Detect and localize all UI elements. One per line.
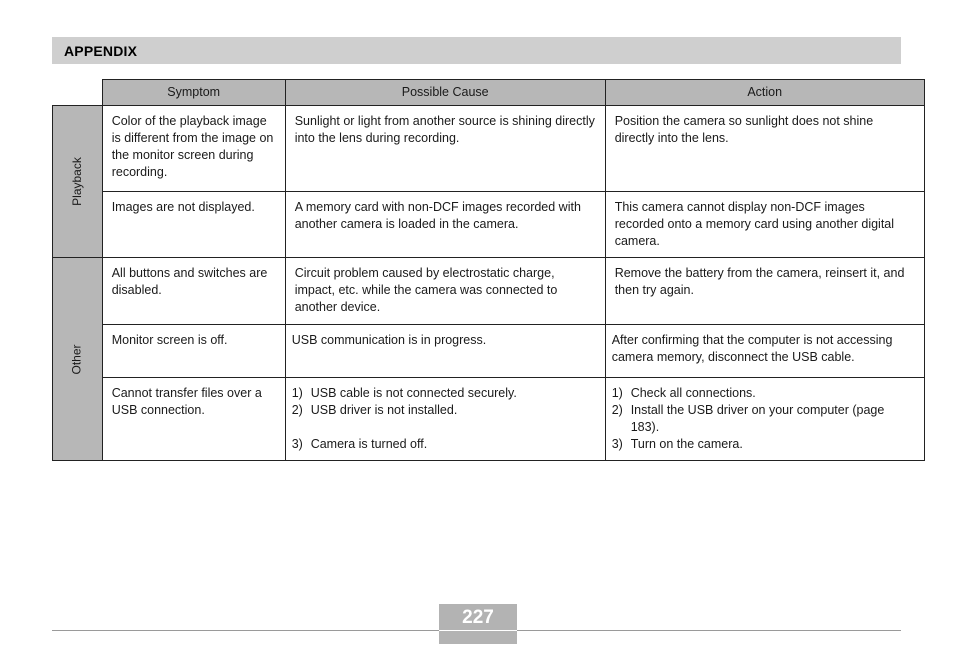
action-cell: This camera cannot display non-DCF images recorded onto a memory card using another digital camera. [614, 200, 895, 248]
table-row [53, 325, 925, 378]
table-row [53, 378, 925, 461]
section-label-playback [53, 106, 103, 258]
table-corner [53, 80, 103, 106]
page-number-divider [439, 630, 517, 631]
page-number: 227 [462, 607, 494, 628]
section-header-bar [52, 37, 901, 64]
list-item: 2) USB driver is not installed. [291, 403, 458, 417]
action-cell: Position the camera so sunlight does not shine directly into the lens. [614, 114, 874, 145]
cause-cell: Circuit problem caused by electrostatic charge, impact, etc. while the camera was connected to another device. [294, 266, 558, 314]
section-label-text: Playback [69, 157, 84, 206]
column-header-action: Action [605, 80, 924, 106]
list-item: 1) Check all connections. [611, 386, 756, 400]
action-cell [606, 378, 924, 460]
troubleshooting-table [52, 79, 925, 461]
list-item: 2) Install the USB driver on your computer (page 183). [611, 403, 885, 434]
list-item: 3) Camera is turned off. [291, 437, 428, 451]
symptom-cell: Images are not displayed. [111, 200, 255, 214]
action-cell: After confirming that the computer is not accessing camera memory, disconnect the USB cable. [611, 333, 893, 364]
column-header-possible-cause: Possible Cause [285, 80, 605, 106]
list-spacer [292, 419, 597, 436]
cause-list [292, 385, 597, 453]
table-row [53, 192, 925, 258]
cause-cell [286, 378, 605, 460]
table-row [53, 106, 925, 192]
column-header-symptom: Symptom [102, 80, 285, 106]
cause-cell: A memory card with non-DCF images recorded with another camera is loaded in the camera. [294, 200, 581, 231]
section-title: APPENDIX [64, 43, 138, 59]
symptom-cell: Cannot transfer files over a USB connection. [111, 386, 262, 417]
symptom-cell: Monitor screen is off. [111, 333, 228, 347]
page-number-badge [439, 604, 517, 644]
list-item: 3) Turn on the camera. [611, 437, 743, 451]
action-cell: Remove the battery from the camera, reinsert it, and then try again. [614, 266, 905, 297]
section-label-text: Other [69, 343, 84, 375]
section-label-other [53, 258, 103, 461]
action-list [612, 385, 916, 453]
cause-cell: Sunlight or light from another source is shining directly into the lens during recording. [294, 114, 595, 145]
cause-cell: USB communication is in progress. [291, 333, 487, 347]
table-row [53, 258, 925, 325]
table-header-row [53, 80, 925, 106]
symptom-cell: Color of the playback image is different from the image on the monitor screen during recording. [111, 114, 274, 179]
symptom-cell: All buttons and switches are disabled. [111, 266, 268, 297]
list-item: 1) USB cable is not connected securely. [291, 386, 517, 400]
